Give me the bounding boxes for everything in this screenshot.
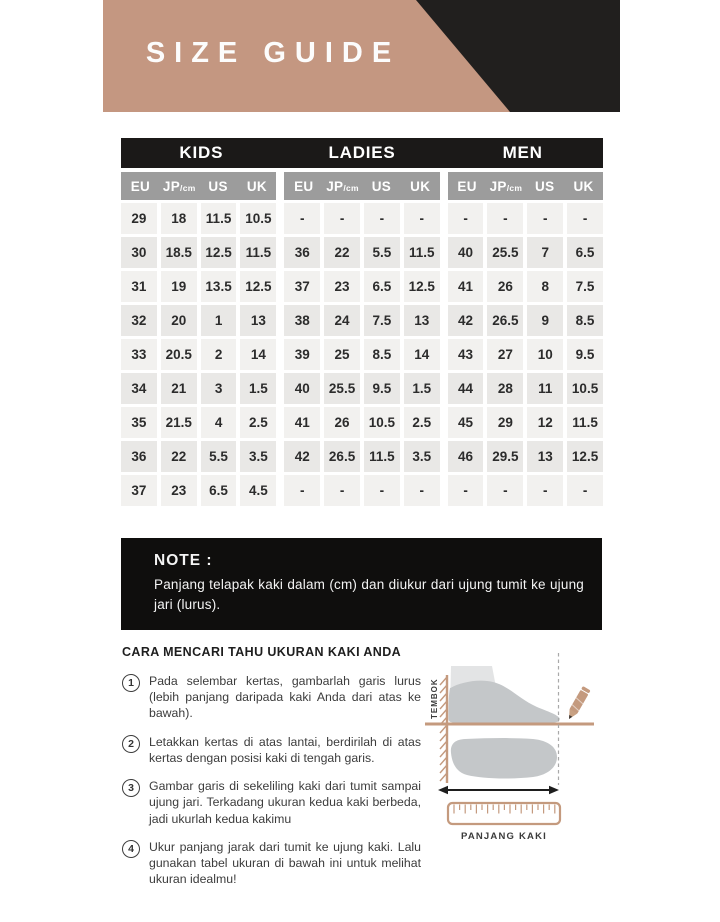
- size-cell: -: [404, 203, 440, 234]
- size-cell: 42: [284, 441, 320, 472]
- size-section-ladies: [284, 172, 439, 506]
- size-cell: 22: [161, 441, 197, 472]
- size-cell: 20: [161, 305, 197, 336]
- size-cell: 12.5: [567, 441, 603, 472]
- size-cell: 9.5: [567, 339, 603, 370]
- size-cell: 10.5: [567, 373, 603, 404]
- size-cell: -: [284, 203, 320, 234]
- wall-label: TEMBOK: [430, 678, 439, 719]
- column-header-eu: EU: [457, 178, 477, 194]
- size-cells: [284, 203, 439, 506]
- size-cell: 6.5: [364, 271, 400, 302]
- size-cell: 26.5: [487, 305, 523, 336]
- size-cell: -: [284, 475, 320, 506]
- size-cell: 5.5: [201, 441, 237, 472]
- footprint-icon: [451, 738, 557, 778]
- size-cell: 1.5: [240, 373, 276, 404]
- size-cell: 26.5: [324, 441, 360, 472]
- step-text: Gambar garis di sekeliling kaki dari tumit sampai ujung jari. Terkadang ukuran kedua kaki berbeda, jadi ukurlah kedua kakimu: [149, 779, 421, 826]
- size-cell: 38: [284, 305, 320, 336]
- howto-title: CARA MENCARI TAHU UKURAN KAKI ANDA: [122, 645, 402, 659]
- page-title: SIZE GUIDE: [145, 37, 401, 69]
- size-cell: 32: [121, 305, 157, 336]
- size-cell: 13: [240, 305, 276, 336]
- size-cell: 2.5: [404, 407, 440, 438]
- size-cell: -: [527, 203, 563, 234]
- size-cell: 39: [284, 339, 320, 370]
- column-header-jp: JP /cm: [162, 178, 196, 194]
- size-cell: -: [448, 475, 484, 506]
- size-cell: 14: [240, 339, 276, 370]
- size-cell: 3.5: [404, 441, 440, 472]
- size-cell: 9: [527, 305, 563, 336]
- step-number-badge: 3: [122, 779, 140, 797]
- column-header-jp: JP /cm: [326, 178, 359, 194]
- size-cell: 2.5: [240, 407, 276, 438]
- howto-step-3: [122, 778, 421, 827]
- column-header-us: US: [371, 178, 392, 194]
- size-cell: 40: [448, 237, 484, 268]
- size-cell: -: [487, 203, 523, 234]
- size-cell: -: [364, 203, 400, 234]
- column-header-uk: UK: [573, 178, 594, 194]
- size-cell: 25.5: [324, 373, 360, 404]
- ruler-icon: [448, 803, 560, 824]
- size-cell: 27: [487, 339, 523, 370]
- size-cell: 11: [527, 373, 563, 404]
- size-cell: -: [364, 475, 400, 506]
- column-header-jp: JP /cm: [489, 178, 523, 194]
- size-cell: 14: [404, 339, 440, 370]
- size-cell: 9.5: [364, 373, 400, 404]
- howto-steps: [122, 645, 421, 899]
- size-cell: 11.5: [240, 237, 276, 268]
- note-box: [121, 538, 602, 630]
- size-cell: 43: [448, 339, 484, 370]
- size-cell: 4: [201, 407, 237, 438]
- size-cell: 20.5: [161, 339, 197, 370]
- size-cell: 29: [487, 407, 523, 438]
- size-cell: 11.5: [201, 203, 237, 234]
- column-header-us: US: [535, 178, 555, 194]
- howto-step-2: [122, 734, 421, 766]
- size-cell: 21: [161, 373, 197, 404]
- size-cell: 29: [121, 203, 157, 234]
- pencil-icon: [565, 686, 591, 721]
- size-table: [121, 138, 603, 506]
- size-cell: 40: [284, 373, 320, 404]
- size-cell: 1: [201, 305, 237, 336]
- step-number-badge: 1: [122, 674, 140, 692]
- size-cell: 8: [527, 271, 563, 302]
- size-cell: -: [324, 475, 360, 506]
- size-cell: 44: [448, 373, 484, 404]
- size-cells: [121, 203, 276, 506]
- size-cell: 36: [121, 441, 157, 472]
- size-cell: 13.5: [201, 271, 237, 302]
- step-text: Letakkan kertas di atas lantai, berdirilah di atas kertas dengan posisi kaki di tengah garis.: [149, 734, 421, 765]
- column-headers: [448, 172, 603, 200]
- size-cell: 13: [527, 441, 563, 472]
- size-cell: -: [487, 475, 523, 506]
- ruler-label: PANJANG KAKI: [460, 831, 548, 842]
- size-cell: 11.5: [567, 407, 603, 438]
- size-cell: 10.5: [240, 203, 276, 234]
- size-cell: 8.5: [567, 305, 603, 336]
- column-header-uk: UK: [410, 178, 431, 194]
- size-cell: 7.5: [567, 271, 603, 302]
- size-guide-banner: [103, 0, 620, 112]
- size-cell: 25: [324, 339, 360, 370]
- column-headers: [284, 172, 439, 200]
- table-group-title-men: MEN: [502, 143, 543, 162]
- size-section-kids: [121, 172, 276, 506]
- size-cell: -: [404, 475, 440, 506]
- size-cell: 12: [527, 407, 563, 438]
- size-cell: 25.5: [487, 237, 523, 268]
- howto-step-1: [122, 673, 421, 722]
- size-cell: -: [527, 475, 563, 506]
- size-cell: 26: [487, 271, 523, 302]
- size-cell: -: [567, 203, 603, 234]
- column-header-us: US: [208, 178, 228, 194]
- size-cell: 21.5: [161, 407, 197, 438]
- size-cell: 19: [161, 271, 197, 302]
- size-cell: 30: [121, 237, 157, 268]
- length-arrow-icon: [438, 786, 559, 795]
- size-cell: 7: [527, 237, 563, 268]
- size-cell: 23: [161, 475, 197, 506]
- step-number-badge: 2: [122, 735, 140, 753]
- size-cell: 45: [448, 407, 484, 438]
- size-cell: 37: [284, 271, 320, 302]
- size-cell: 13: [404, 305, 440, 336]
- size-cell: 34: [121, 373, 157, 404]
- size-cell: 6.5: [201, 475, 237, 506]
- column-header-eu: EU: [294, 178, 314, 194]
- size-cell: 3: [201, 373, 237, 404]
- size-cell: 24: [324, 305, 360, 336]
- foot-measuring-illustration: [421, 645, 616, 875]
- size-cell: 11.5: [404, 237, 440, 268]
- step-text: Pada selembar kertas, gambarlah garis lurus (lebih panjang daripada kaki Anda dari atas ke bawah).: [149, 674, 421, 721]
- size-cell: 41: [284, 407, 320, 438]
- size-cells: [448, 203, 603, 506]
- size-cell: 10.5: [364, 407, 400, 438]
- size-cell: 23: [324, 271, 360, 302]
- size-cell: 3.5: [240, 441, 276, 472]
- howto-step-4: [122, 839, 421, 888]
- step-text: Ukur panjang jarak dari tumit ke ujung kaki. Lalu gunakan tabel ukuran di bawah ini untuk melihat ukuran idealmu!: [149, 839, 421, 887]
- size-cell: 28: [487, 373, 523, 404]
- size-cell: 29.5: [487, 441, 523, 472]
- size-cell: 12.5: [201, 237, 237, 268]
- size-cell: 41: [448, 271, 484, 302]
- size-cell: 1.5: [404, 373, 440, 404]
- size-cell: 12.5: [404, 271, 440, 302]
- table-group-title-kids: KIDS: [179, 143, 224, 162]
- column-headers: [121, 172, 276, 200]
- foot-side-view-icon: [449, 666, 560, 723]
- size-cell: 31: [121, 271, 157, 302]
- size-cell: 5.5: [364, 237, 400, 268]
- size-cell: 37: [121, 475, 157, 506]
- note-title: NOTE :: [154, 552, 213, 569]
- step-number-badge: 4: [122, 840, 140, 858]
- size-cell: 10: [527, 339, 563, 370]
- note-text: Panjang telapak kaki dalam (cm) dan diukur dari ujung tumit ke ujung jari (lurus).: [154, 577, 584, 613]
- size-cell: 33: [121, 339, 157, 370]
- size-cell: 18.5: [161, 237, 197, 268]
- wall-hatch-icon: [440, 675, 447, 783]
- size-cell: 2: [201, 339, 237, 370]
- size-table-group-header: [121, 138, 603, 168]
- size-section-men: [448, 172, 603, 506]
- howto-section: [122, 645, 616, 899]
- size-cell: 11.5: [364, 441, 400, 472]
- size-cell: 8.5: [364, 339, 400, 370]
- column-header-eu: EU: [130, 178, 151, 194]
- size-cell: -: [448, 203, 484, 234]
- column-header-uk: UK: [246, 178, 267, 194]
- size-cell: 26: [324, 407, 360, 438]
- size-cell: 35: [121, 407, 157, 438]
- size-cell: 46: [448, 441, 484, 472]
- size-cell: 42: [448, 305, 484, 336]
- table-group-title-ladies: LADIES: [328, 143, 396, 162]
- size-cell: 18: [161, 203, 197, 234]
- size-cell: 6.5: [567, 237, 603, 268]
- size-cell: 22: [324, 237, 360, 268]
- size-cell: -: [324, 203, 360, 234]
- size-cell: 36: [284, 237, 320, 268]
- size-cell: -: [567, 475, 603, 506]
- size-cell: 12.5: [240, 271, 276, 302]
- size-cell: 7.5: [364, 305, 400, 336]
- size-table-sections: [121, 172, 603, 506]
- size-cell: 4.5: [240, 475, 276, 506]
